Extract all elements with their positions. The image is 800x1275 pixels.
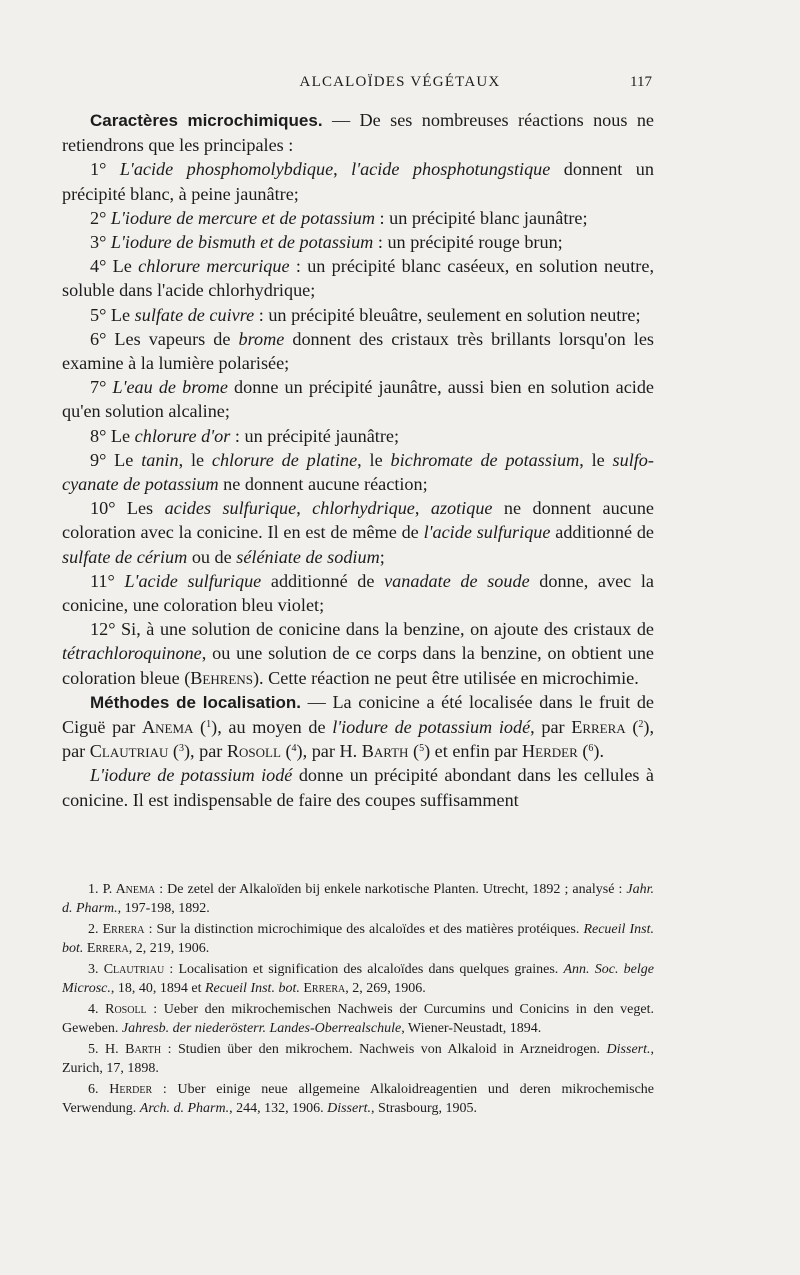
footnote: 5. H. Barth : Studien über den mikrochem. Nachweis von Alkaloid in Arzneidrogen. Dissert., Zurich, 17, 1898. [62, 1042, 654, 1076]
footnotes [62, 880, 654, 1120]
list-item: 9° Le tanin, le chlorure de platine, le bichromate de potassium, le sulfo-cyanate de potassium ne donnent aucune réaction; [62, 449, 654, 495]
footnote: 6. Herder : Uber einige neue allgemeine Alkaloidreagentien und deren mikrochemische Verwendung. Arch. d. Pharm., 244, 132, 1906. Dissert., Strasbourg, 1905. [62, 1082, 655, 1116]
list-item: 1° L'acide phosphomolybdique, l'acide phosphotungstique donnent un précipité blanc, à peine jaunâtre; [62, 159, 654, 204]
footnote: 4. Rosoll : Ueber den mikrochemischen Nachweis der Curcumins und Conicins in den veget. Geweben. Jahresb. der niederösterr. Landes-Oberrealschule, Wiener-Neustadt, 1894. [62, 1002, 655, 1036]
list-item: 3° L'iodure de bismuth et de potassium : un précipité rouge brun; [90, 232, 563, 253]
footnote: 3. Clautriau : Localisation et signification des alcaloïdes dans quelques graines. Ann. Soc. belge Microsc., 18, 40, 1894 et Recueil Inst. bot. Errera, 2, 269, 1906. [62, 962, 654, 996]
footnote: 1. P. Anema : De zetel der Alkaloïden bij enkele narkotische Planten. Utrecht, 1892 ; analysé : Jahr. d. Pharm., 197-198, 1892. [62, 882, 655, 916]
section-heading-microchimiques: Caractères microchimiques. [90, 111, 323, 130]
paragraph-caracteres: Caractères microchimiques. — De ses nombreuses réactions nous ne retiendrons que les principales : [62, 110, 654, 156]
footnote: 2. Errera : Sur la distinction microchimique des alcaloïdes et des matières protéiques. Recueil Inst. bot. Errera, 2, 219, 1906. [62, 922, 654, 956]
list-item: 8° Le chlorure d'or : un précipité jaunâtre; [90, 425, 399, 446]
list-item: 2° L'iodure de mercure et de potassium : un précipité blanc jaunâtre; [90, 207, 588, 228]
list-item: 11° L'acide sulfurique additionné de vanadate de soude donne, avec la conicine, une coloration bleu violet; [62, 570, 654, 616]
main-text [62, 108, 654, 812]
list-item: 4° Le chlorure mercurique : un précipité blanc caséeux, en solution neutre, soluble dans l'acide chlorhydrique; [62, 256, 654, 301]
running-title: ALCALOÏDES VÉGÉTAUX [299, 74, 501, 90]
list-item: 6° Les vapeurs de brome donnent des cristaux très brillants lorsqu'on les examine à la lumière polarisée; [62, 328, 654, 374]
list-item: 5° Le sulfate de cuivre : un précipité bleuâtre, seulement en solution neutre; [90, 304, 641, 325]
list-item: 12° Si, à une solution de conicine dans la benzine, on ajoute des cristaux de tétrachloroquinone, ou une solution de ce corps dans la benzine, on obtient une coloration bleue (Behrens). Cette réaction ne peut être utilisée en microchimie. [62, 619, 654, 688]
section-heading-localisation: Méthodes de localisation. [90, 692, 302, 712]
list-item: 10° Les acides sulfurique, chlorhydrique, azotique ne donnent aucune coloration avec la conicine. Il en est de même de l'acide sulfurique additionné de sulfate de cérium ou de séléniate de sodium; [62, 498, 655, 567]
list-item: 7° L'eau de brome donne un précipité jaunâtre, aussi bien en solution acide qu'en solution alcaline; [62, 377, 654, 422]
page-number: 117 [630, 74, 652, 90]
running-header [0, 74, 800, 96]
paragraph-iodure: L'iodure de potassium iodé donne un précipité abondant dans les cellules à conicine. Il est indispensable de faire des coupes suffisamment [62, 765, 654, 810]
paragraph-localisation: Méthodes de localisation. — La conicine a été localisée dans le fruit de Ciguë par Anema ($^1$), au moyen de l'iodure de potassium iodé, par Errera ($^2$), par Clautriau ($^3$), par Rosoll ($^4$), par H. Barth ($^5$) et enfin par Herder ($^6$). [62, 691, 655, 762]
